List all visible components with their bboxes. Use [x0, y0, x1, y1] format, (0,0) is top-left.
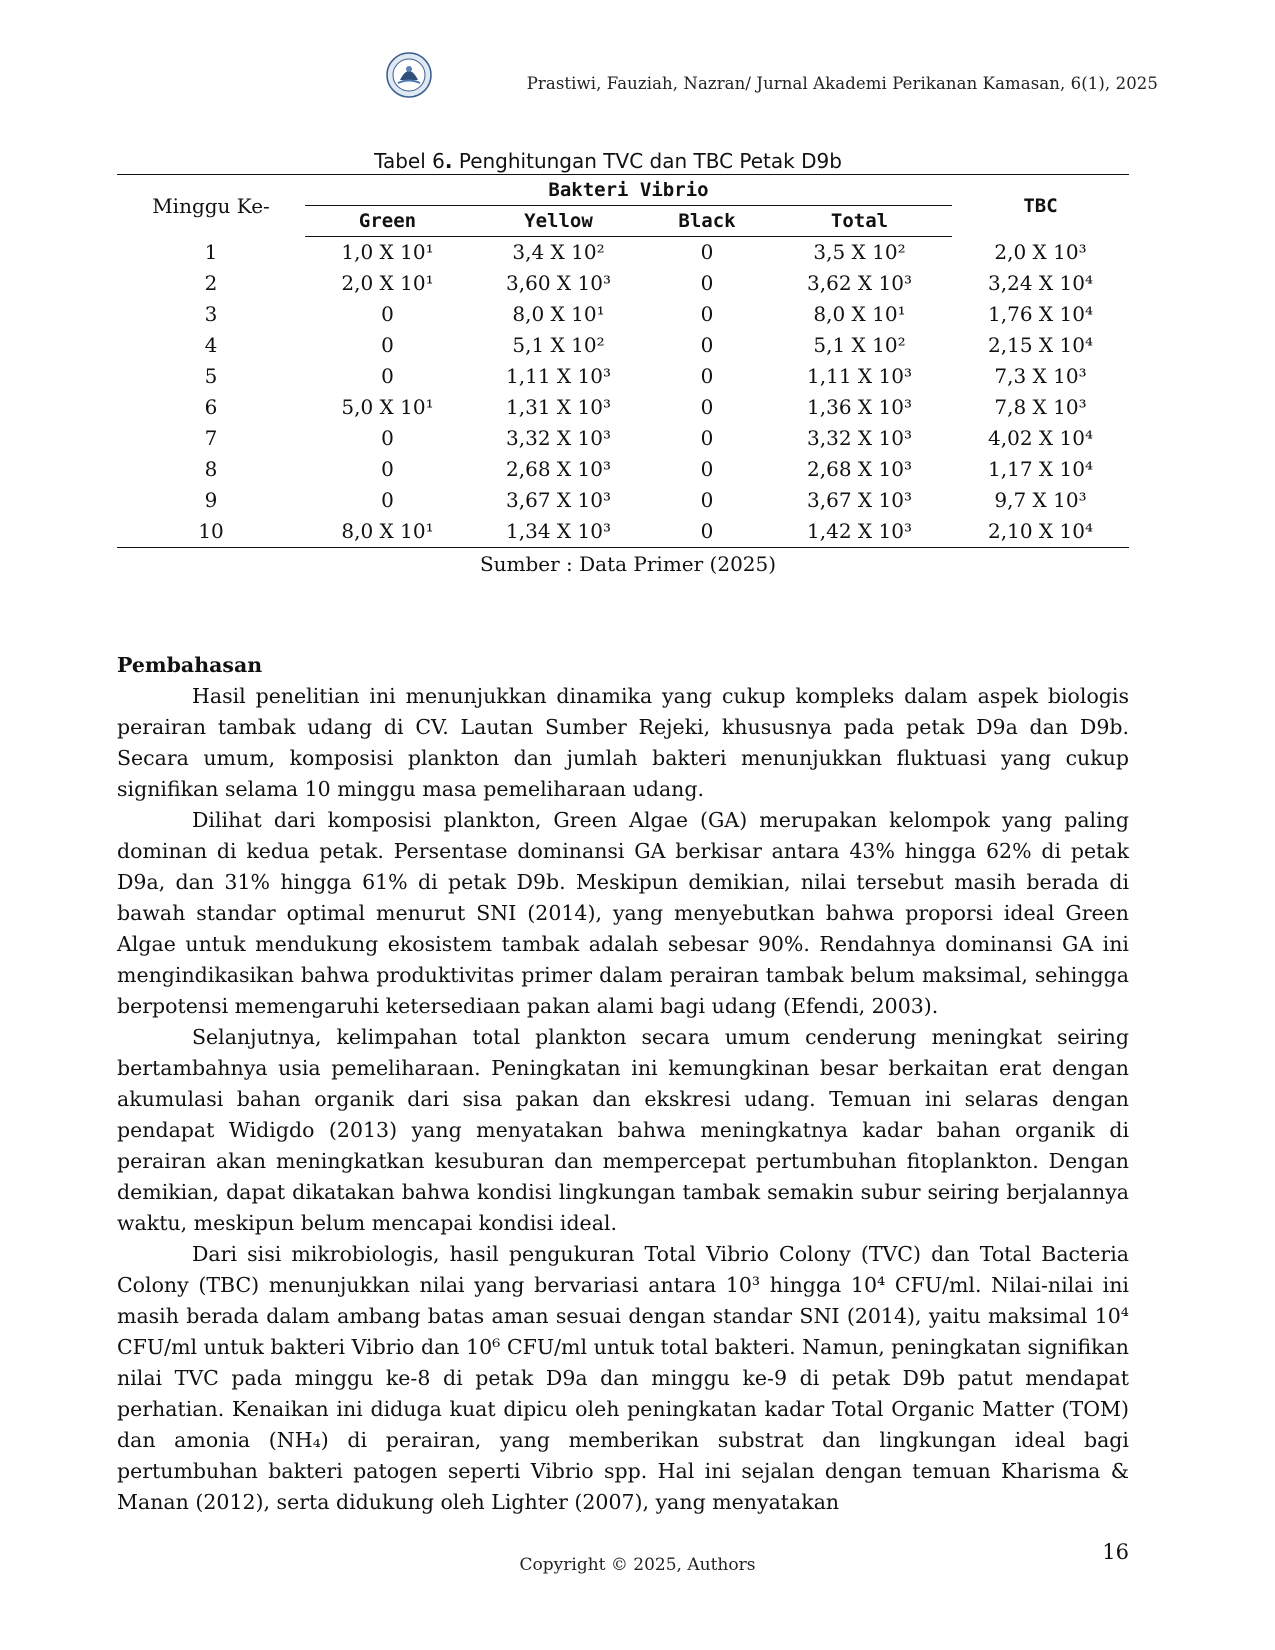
cell-total: 3,67 X 10³ — [807, 488, 912, 512]
running-head-text: Prastiwi, Fauziah, Nazran/ Jurnal Akademi Perikanan Kamasan, 6(1), 2025 — [526, 74, 1158, 93]
discussion-section — [117, 650, 1129, 1518]
table-row — [117, 299, 1129, 330]
cell-green: 8,0 X 10¹ — [305, 516, 470, 548]
cell-tbc: 1,17 X 10⁴ — [988, 457, 1093, 481]
table-caption — [87, 148, 1129, 174]
cell-yellow: 2,68 X 10³ — [506, 457, 611, 481]
table-row — [117, 423, 1129, 454]
col-header-tbc: TBC — [952, 175, 1129, 237]
table-6 — [117, 148, 1129, 576]
cell-total: 3,32 X 10³ — [807, 426, 912, 450]
table-number: Tabel 6 — [374, 149, 445, 173]
cell-black: 0 — [700, 364, 714, 388]
cell-yellow: 1,34 X 10³ — [470, 516, 647, 548]
cell-green: 5,0 X 10¹ — [341, 395, 434, 419]
running-header — [386, 48, 1158, 104]
col-group-vibrio: Bakteri Vibrio — [305, 175, 952, 206]
cell-black: 0 — [700, 333, 714, 357]
col-header-total: Total — [767, 206, 952, 237]
cell-week: 8 — [204, 457, 218, 481]
table-source: Sumber : Data Primer (2025) — [479, 552, 777, 576]
cell-black: 0 — [700, 488, 714, 512]
cell-yellow: 5,1 X 10² — [512, 333, 605, 357]
cell-black: 0 — [700, 426, 714, 450]
cell-tbc: 2,15 X 10⁴ — [988, 333, 1093, 357]
table-row — [117, 485, 1129, 516]
paragraph: Hasil penelitian ini menunjukkan dinamika yang cukup kompleks dalam aspek biologis perairan tambak udang di CV. Lautan Sumber Rejeki, khususnya pada petak D9a dan D9b. Secara umum, komposisi plankton dan jumlah bakteri menunjukkan fluktuasi yang cukup signifikan selama 10 minggu masa pemeliharaan udang. — [117, 684, 1129, 801]
table-row — [117, 392, 1129, 423]
table-row — [117, 361, 1129, 392]
table-row — [117, 268, 1129, 299]
cell-green: 0 — [381, 457, 394, 481]
section-heading: Pembahasan — [117, 653, 263, 677]
cell-black: 0 — [700, 457, 714, 481]
cell-black: 0 — [647, 516, 767, 548]
cell-total: 3,5 X 10² — [813, 240, 906, 264]
cell-week: 9 — [204, 488, 218, 512]
cell-yellow: 1,11 X 10³ — [506, 364, 611, 388]
cell-black: 0 — [700, 302, 714, 326]
cell-week: 7 — [204, 426, 218, 450]
table-row — [117, 516, 1129, 548]
cell-yellow: 3,67 X 10³ — [506, 488, 611, 512]
cell-total: 3,62 X 10³ — [807, 271, 912, 295]
cell-week: 5 — [204, 364, 218, 388]
cell-total: 8,0 X 10¹ — [813, 302, 906, 326]
cell-green: 0 — [381, 426, 394, 450]
cell-yellow: 3,60 X 10³ — [506, 271, 611, 295]
cell-tbc: 7,3 X 10³ — [994, 364, 1087, 388]
tvc-tbc-table — [117, 174, 1129, 548]
table-body — [117, 237, 1129, 548]
cell-yellow: 3,4 X 10² — [512, 240, 605, 264]
table-caption-text: Penghitungan TVC dan TBC Petak D9b — [452, 149, 842, 173]
col-header-week: Minggu Ke- — [117, 175, 305, 237]
cell-tbc: 7,8 X 10³ — [994, 395, 1087, 419]
journal-seal-icon — [386, 52, 432, 98]
cell-yellow: 1,31 X 10³ — [506, 395, 611, 419]
cell-green: 2,0 X 10¹ — [341, 271, 434, 295]
cell-tbc: 2,0 X 10³ — [994, 239, 1087, 264]
cell-black: 0 — [700, 240, 714, 264]
cell-week: 4 — [204, 333, 218, 357]
cell-green: 0 — [381, 302, 394, 326]
cell-tbc: 1,76 X 10⁴ — [988, 302, 1093, 326]
cell-black: 0 — [700, 395, 714, 419]
cell-total: 1,36 X 10³ — [807, 395, 912, 419]
table-row — [117, 330, 1129, 361]
cell-total: 1,42 X 10³ — [767, 516, 952, 548]
cell-week: 3 — [204, 302, 218, 326]
cell-tbc: 3,24 X 10⁴ — [988, 271, 1093, 295]
cell-total: 2,68 X 10³ — [807, 457, 912, 481]
cell-green: 0 — [381, 333, 394, 357]
col-header-yellow: Yellow — [470, 206, 647, 237]
paragraph: Selanjutnya, kelimpahan total plankton secara umum cenderung meningkat seiring bertambahnya usia pemeliharaan. Peningkatan ini kemungkinan besar berkaitan erat dengan akumulasi bahan organik dari sisa pakan dan ekskresi udang. Temuan ini selaras dengan pendapat Widigdo (2013) yang menyatakan bahwa meningkatnya kadar bahan organik di perairan akan meningkatkan kesuburan dan mempercepat pertumbuhan fitoplankton. Dengan demikian, dapat dikatakan bahwa kondisi lingkungan tambak semakin subur seiring berjalannya waktu, meskipun belum mencapai kondisi ideal. — [117, 1025, 1129, 1235]
copyright-footer: Copyright © 2025, Authors — [519, 1555, 756, 1575]
cell-green: 1,0 X 10¹ — [341, 240, 434, 264]
col-header-black: Black — [647, 206, 767, 237]
cell-yellow: 8,0 X 10¹ — [512, 302, 605, 326]
paragraph: Dilihat dari komposisi plankton, Green Algae (GA) merupakan kelompok yang paling dominan di kedua petak. Persentase dominansi GA berkisar antara 43% hingga 62% di petak D9a, dan 31% hingga 61% di petak D9b. Meskipun demikian, nilai tersebut masih berada di bawah standar optimal menurut SNI (2014), yang menyebutkan bahwa proporsi ideal Green Algae untuk mendukung ekosistem tambak adalah sebesar 90%. Rendahnya dominansi GA ini mengindikasikan bahwa produktivitas primer dalam perairan tambak belum maksimal, sehingga berpotensi memengaruhi ketersediaan pakan alami bagi udang (Efendi, 2003). — [117, 808, 1129, 1018]
table-caption-separator: . — [444, 149, 453, 173]
table-row — [117, 454, 1129, 485]
cell-total: 5,1 X 10² — [813, 333, 906, 357]
cell-week: 10 — [117, 516, 305, 548]
cell-green: 0 — [381, 488, 394, 512]
cell-week: 6 — [204, 395, 218, 419]
table-row — [117, 237, 1129, 269]
cell-black: 0 — [700, 271, 714, 295]
col-header-green: Green — [305, 206, 470, 237]
cell-week: 2 — [204, 271, 218, 295]
paragraph: Dari sisi mikrobiologis, hasil pengukuran Total Vibrio Colony (TVC) dan Total Bacteria Colony (TBC) menunjukkan nilai yang bervariasi antara 10³ hingga 10⁴ CFU/ml. Nilai-nilai ini masih berada dalam ambang batas aman sesuai dengan standar SNI (2014), yaitu maksimal 10⁴ CFU/ml untuk bakteri Vibrio dan 10⁶ CFU/ml untuk total bakteri. Namun, peningkatan signifikan nilai TVC pada minggu ke-8 di petak D9a dan minggu ke-9 di petak D9b patut mendapat perhatian. Kenaikan ini diduga kuat dipicu oleh peningkatan kadar Total Organic Matter (TOM) dan amonia (NH₄) di perairan, yang memberikan substrat dan lingkungan ideal bagi pertumbuhan bakteri patogen seperti Vibrio spp. Hal ini sejalan dengan temuan Kharisma & Manan (2012), serta didukung oleh Lighter (2007), yang menyatakan — [117, 1242, 1129, 1514]
cell-total: 1,11 X 10³ — [807, 364, 912, 388]
cell-green: 0 — [381, 364, 394, 388]
cell-tbc: 9,7 X 10³ — [994, 488, 1087, 512]
cell-yellow: 3,32 X 10³ — [506, 426, 611, 450]
cell-tbc: 4,02 X 10⁴ — [988, 426, 1093, 450]
cell-week: 1 — [204, 239, 218, 264]
cell-tbc: 2,10 X 10⁴ — [952, 516, 1129, 548]
page-number: 16 — [1102, 1540, 1129, 1564]
